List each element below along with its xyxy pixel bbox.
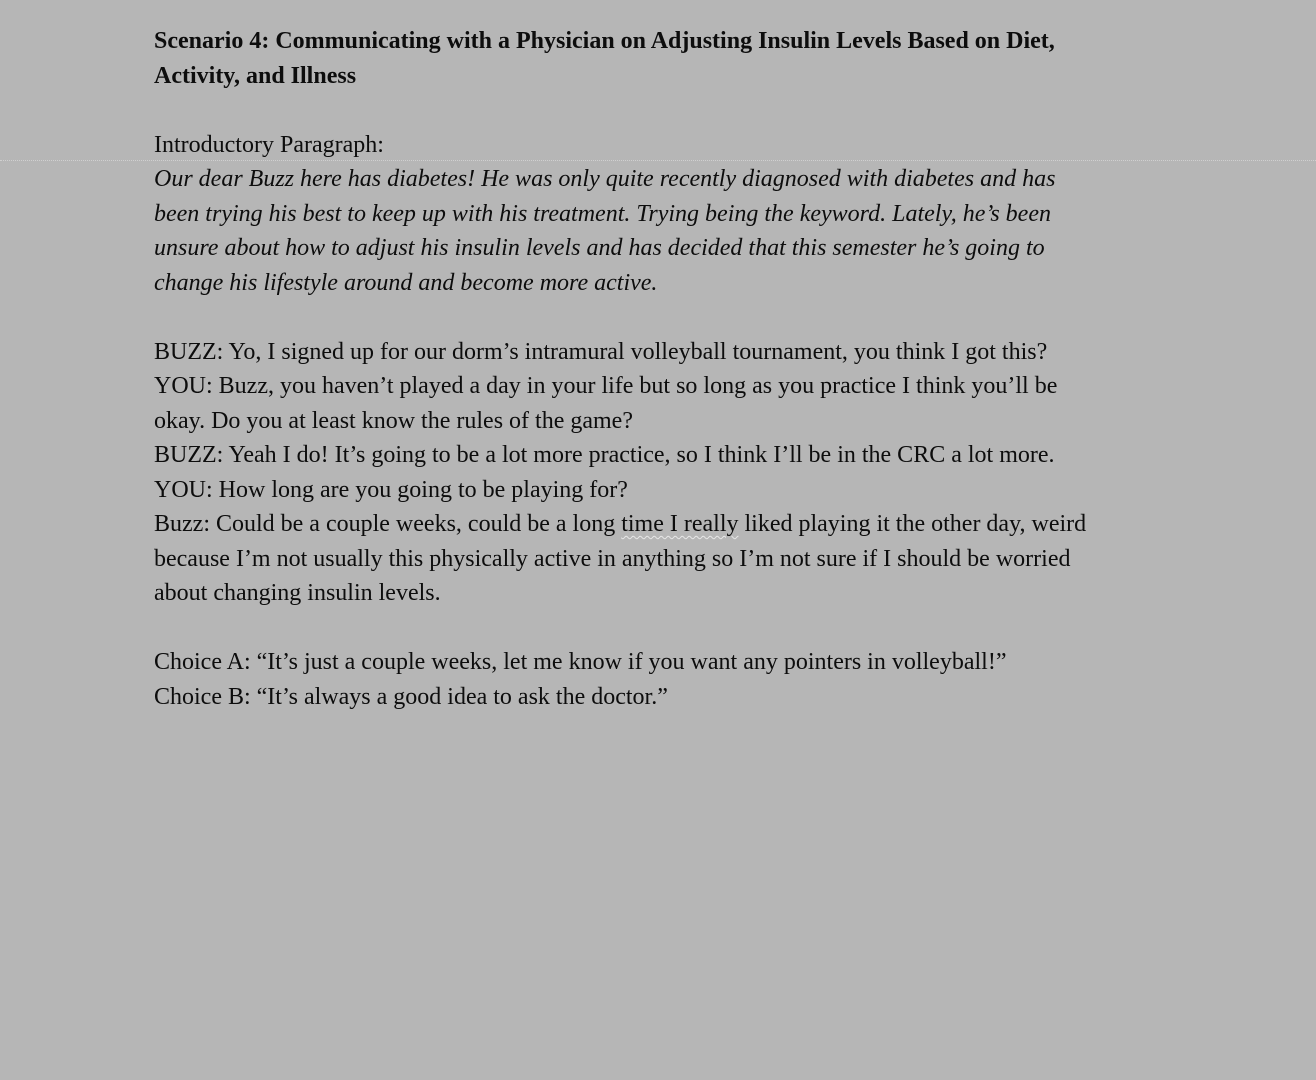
blank-line — [154, 611, 1184, 646]
blank-line — [154, 300, 1184, 335]
dialogue-line-7: because I’m not usually this physically active in anything so I’m not sure if I should be worried — [154, 545, 1071, 572]
blank-line — [154, 93, 1184, 128]
dialogue-line-6 — [154, 507, 1184, 542]
intro-label: Introductory Paragraph: — [154, 131, 384, 158]
dialogue-line-2: YOU: Buzz, you haven’t played a day in your life but so long as you practice I think you’ll be — [154, 373, 1058, 399]
intro-line-1: Our dear Buzz here has diabetes! He was only quite recently diagnosed with diabetes and has — [154, 166, 1056, 192]
choice-b: Choice B: “It’s always a good idea to ask the doctor.” — [154, 683, 668, 710]
intro-line-4: change his lifestyle around and become more active. — [154, 269, 658, 296]
dialogue-line-5: YOU: How long are you going to be playing for? — [154, 476, 628, 503]
intro-line-2: been trying his best to keep up with his treatment. Trying being the keyword. Lately, he’s been — [154, 200, 1051, 227]
document-title-line-2: Activity, and Illness — [154, 62, 357, 89]
dialogue-line-1: BUZZ: Yo, I signed up for our dorm’s intramural volleyball tournament, you think I got this? — [154, 338, 1048, 365]
dialogue-line-6-start: Buzz: Could be a couple weeks, could be a long — [154, 511, 622, 537]
document-title-line-1: Scenario 4: Communicating with a Physician on Adjusting Insulin Levels Based on Diet, — [154, 28, 1055, 54]
document-page[interactable] — [154, 24, 1184, 714]
dialogue-line-6-end: liked playing it the other day, weird — [738, 511, 1087, 537]
dialogue-line-8: about changing insulin levels. — [154, 580, 441, 606]
choice-a: Choice A: “It’s just a couple weeks, let me know if you want any pointers in volleyball!” — [154, 649, 1007, 675]
intro-line-3: unsure about how to adjust his insulin levels and has decided that this semester he’s going to — [154, 235, 1045, 261]
dialogue-line-3: okay. Do you at least know the rules of the game? — [154, 407, 633, 434]
dialogue-line-4: BUZZ: Yeah I do! It’s going to be a lot more practice, so I think I’ll be in the CRC a lot more. — [154, 442, 1055, 468]
grammar-flag[interactable]: time I really — [621, 511, 739, 537]
